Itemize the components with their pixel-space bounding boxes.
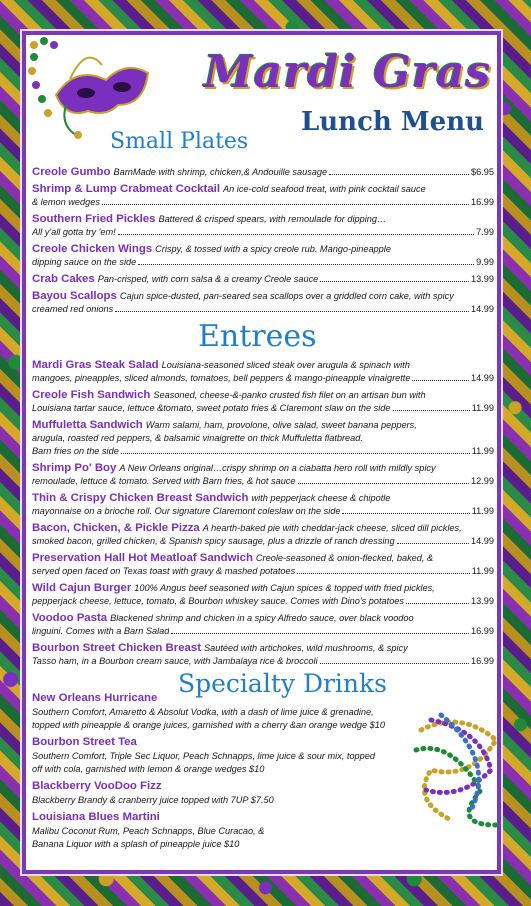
item-description: remoulade, lettuce & tomato. Served with Barn fries, & hot sauce xyxy=(32,476,296,486)
menu-item xyxy=(32,492,494,518)
item-description: Blackberry Brandy & cranberry juice topped with 7UP $7.50 xyxy=(32,795,274,805)
menu-item xyxy=(32,642,494,668)
dot-leader xyxy=(102,204,469,205)
menu-item xyxy=(32,243,494,269)
item-price: 12.99 xyxy=(471,476,494,486)
item-line xyxy=(32,612,494,625)
dot-leader xyxy=(320,663,469,664)
item-line xyxy=(32,196,494,209)
entrees-list xyxy=(32,359,494,672)
menu-item xyxy=(32,359,494,385)
item-line xyxy=(32,166,494,179)
item-price: 7.99 xyxy=(476,227,494,237)
item-name: Bourbon Street Tea xyxy=(32,736,137,748)
item-price: 16.99 xyxy=(471,656,494,666)
menu-item xyxy=(32,419,494,458)
item-line xyxy=(32,359,494,372)
item-name: Muffuletta Sandwich xyxy=(32,419,143,431)
menu-item xyxy=(32,290,494,316)
item-description: served open faced on Texas toast with gravy & mashed potatoes xyxy=(32,566,296,576)
beads-icon xyxy=(411,710,501,830)
dot-leader xyxy=(118,234,474,235)
item-name: New Orleans Hurricane xyxy=(32,692,158,704)
item-line xyxy=(32,552,494,565)
dot-leader xyxy=(171,633,469,634)
item-name: Voodoo Pasta xyxy=(32,612,108,624)
dot-leader xyxy=(406,603,469,604)
item-price: 16.99 xyxy=(471,197,494,207)
item-price: 11.99 xyxy=(471,403,494,413)
item-name: Creole Fish Sandwich xyxy=(32,389,151,401)
item-price: 13.99 xyxy=(471,596,494,606)
menu-item xyxy=(32,166,494,179)
item-description: Sautéed with artichokes, wild mushrooms, & spicy xyxy=(204,643,408,653)
item-description: A New Orleans original…crispy shrimp on a ciabatta hero roll with mildly spicy xyxy=(119,463,436,473)
dot-leader xyxy=(138,264,474,265)
item-name: Preservation Hall Hot Meatloaf Sandwich xyxy=(32,552,253,564)
menu-item xyxy=(32,582,494,608)
item-description: Cajun spice-dusted, pan-seared sea scallops over a griddled corn cake, with spicy xyxy=(119,291,454,301)
dot-leader xyxy=(297,573,469,574)
item-description: A hearth-baked pie with cheddar-jack cheese, sliced dill pickles, xyxy=(202,523,462,533)
item-description: creamed red onions xyxy=(32,304,114,314)
item-line xyxy=(32,213,494,226)
dot-leader xyxy=(121,453,470,454)
item-description: An ice-cold seafood treat, with pink cocktail sauce xyxy=(222,184,426,194)
item-price: 11.99 xyxy=(471,446,494,456)
menu-title: Mardi Gras xyxy=(204,47,492,98)
item-description: off with cola, garnished with lemon & orange wedges $10 xyxy=(32,764,265,774)
item-description: Pan-crisped, with corn salsa & a creamy Creole sauce xyxy=(97,274,319,284)
item-description: Southern Comfort, Triple Sec Liquor, Peach Schnapps, lime juice & sour mix, topped xyxy=(32,751,375,761)
item-description: Blackened shrimp and chicken in a spicy Alfredo sauce, over black voodoo xyxy=(110,613,414,623)
item-description: Louisiana tartar sauce, lettuce &tomato, sweet potato fries & Claremont slaw on the side xyxy=(32,403,391,413)
small-plates-list xyxy=(32,166,494,320)
item-price: 11.99 xyxy=(471,506,494,516)
dot-leader xyxy=(393,410,470,411)
item-line xyxy=(32,290,494,303)
menu-item xyxy=(32,462,494,488)
item-name: Bayou Scallops xyxy=(32,290,117,302)
item-description: Malibu Coconut Rum, Peach Schnapps, Blue Curacao, & xyxy=(32,826,265,836)
dot-leader xyxy=(412,380,469,381)
item-description: pepperjack cheese, lettuce, tomato, & Bourbon whiskey sauce. Comes with Dino's potatoes xyxy=(32,596,405,606)
item-description: All y'all gotta try 'em! xyxy=(32,227,116,237)
item-description: dipping sauce on the side xyxy=(32,257,137,267)
menu-item xyxy=(32,522,494,548)
item-description: linguini. Comes with a Barn Salad xyxy=(32,626,170,636)
item-line xyxy=(32,505,494,518)
item-line xyxy=(32,256,494,269)
item-description: Tasso ham, in a Bourbon cream sauce, with Jambalaya rice & broccoli xyxy=(32,656,318,666)
item-name: Southern Fried Pickles xyxy=(32,213,156,225)
section-title-small-plates: Small Plates xyxy=(110,129,249,154)
item-line xyxy=(32,462,494,475)
item-description: with pepperjack cheese & chipotle xyxy=(251,493,391,503)
item-line xyxy=(32,582,494,595)
item-price: 9.99 xyxy=(476,257,494,267)
dot-leader xyxy=(329,174,469,175)
item-line xyxy=(32,183,494,196)
item-price: 14.99 xyxy=(471,536,494,546)
item-line xyxy=(32,655,494,668)
item-name: Crab Cakes xyxy=(32,273,95,285)
item-description: Banana Liquor with a splash of pineapple juice $10 xyxy=(32,839,240,849)
item-description: Battered & crisped spears, with remoulade for dipping… xyxy=(158,214,387,224)
item-price: 16.99 xyxy=(471,626,494,636)
item-description: Louisiana-seasoned sliced steak over arugula & spinach with xyxy=(161,360,410,370)
item-description: 100% Angus beef seasoned with Cajun spices & topped with fried pickles, xyxy=(134,583,435,593)
item-description: Seasoned, cheese-&-panko crusted fish filet on an artisan bun with xyxy=(153,390,426,400)
item-line xyxy=(32,522,494,535)
item-description: Barn fries on the side xyxy=(32,446,119,456)
item-name: Bacon, Chicken, & Pickle Pizza xyxy=(32,522,200,534)
item-name: Mardi Gras Steak Salad xyxy=(32,359,159,371)
item-price: 11.99 xyxy=(471,566,494,576)
item-price: 14.99 xyxy=(471,373,494,383)
menu-item xyxy=(32,552,494,578)
item-line xyxy=(32,432,494,445)
dot-leader xyxy=(397,543,469,544)
dot-leader xyxy=(320,281,469,282)
item-description: smoked bacon, grilled chicken, & Spanish spicy sausage, plus a drizzle of ranch dressing xyxy=(32,536,395,546)
item-description: Warm salami, ham, provolone, olive salad, sweet banana peppers, xyxy=(145,420,417,430)
item-description: mayonnaise on a brioche roll. Our signature Claremont coleslaw on the side xyxy=(32,506,341,516)
dot-leader xyxy=(115,311,469,312)
item-line xyxy=(32,445,494,458)
item-name: Wild Cajun Burger xyxy=(32,582,132,594)
menu-item xyxy=(32,183,494,209)
menu-item xyxy=(32,389,494,415)
item-description: arugula, roasted red peppers, & balsamic vinaigrette on thick Muffuletta flatbread. xyxy=(32,433,363,443)
menu-card xyxy=(22,31,501,874)
item-line xyxy=(32,303,494,316)
item-name: Bourbon Street Chicken Breast xyxy=(32,642,201,654)
item-line xyxy=(32,389,494,402)
menu-item xyxy=(32,612,494,638)
item-name: Louisiana Blues Martini xyxy=(32,811,160,823)
item-line xyxy=(32,565,494,578)
item-description: Southern Comfort, Amaretto & Absolut Vodka, with a dash of lime juice & grenadine, xyxy=(32,707,374,717)
menu-item xyxy=(32,273,494,286)
item-line xyxy=(32,492,494,505)
item-line xyxy=(32,226,494,239)
item-name: Thin & Crispy Chicken Breast Sandwich xyxy=(32,492,249,504)
dot-leader xyxy=(342,513,469,514)
item-description: mangoes, pineapples, sliced almonds, tomatoes, bell peppers & mango-pineapple vinaigrette xyxy=(32,373,411,383)
section-title-specialty-drinks: Specialty Drinks xyxy=(178,669,388,698)
item-line xyxy=(32,372,494,385)
item-line xyxy=(32,273,494,286)
item-line xyxy=(32,535,494,548)
item-description: & lemon wedges xyxy=(32,197,100,207)
menu-item xyxy=(32,213,494,239)
menu-subtitle: Lunch Menu xyxy=(301,107,485,137)
item-price: $6.95 xyxy=(471,167,494,177)
dot-leader xyxy=(298,483,469,484)
item-description: Crispy, & tossed with a spicy creole rub. Mango-pineapple xyxy=(155,244,391,254)
item-line xyxy=(32,625,494,638)
item-name: Shrimp & Lump Crabmeat Cocktail xyxy=(32,183,220,195)
item-name: Shrimp Po' Boy xyxy=(32,462,117,474)
item-line xyxy=(32,642,494,655)
item-line xyxy=(32,402,494,415)
item-name: Blackberry VooDoo Fizz xyxy=(32,780,162,792)
item-description: Creole-seasoned & onion-flecked, baked, & xyxy=(255,553,434,563)
item-line xyxy=(32,419,494,432)
item-name: Creole Chicken Wings xyxy=(32,243,153,255)
item-name: Creole Gumbo xyxy=(32,166,111,178)
item-line xyxy=(32,475,494,488)
item-price: 14.99 xyxy=(471,304,494,314)
item-line xyxy=(32,243,494,256)
item-price: 13.99 xyxy=(471,274,494,284)
item-line xyxy=(32,595,494,608)
item-description: BarnMade with shrimp, chicken,& Andouille sausage xyxy=(113,167,328,177)
section-title-entrees: Entrees xyxy=(198,319,317,354)
item-description: topped with pineapple & orange juices, garnished with a cherry &an orange wedge $10 xyxy=(32,720,385,730)
